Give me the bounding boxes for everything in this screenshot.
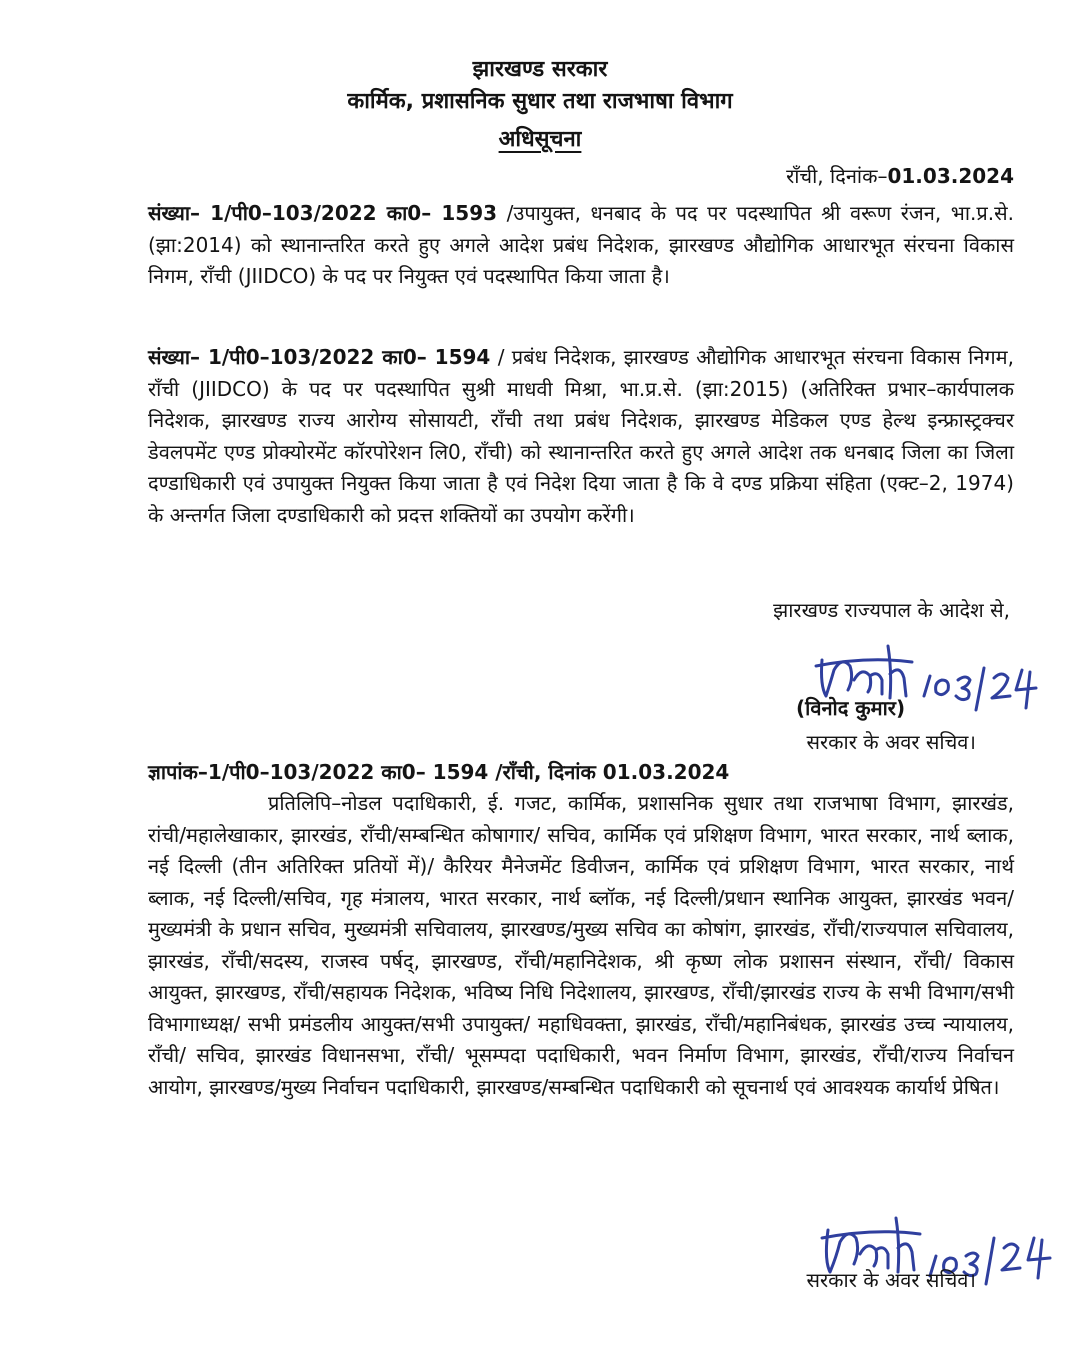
signatory-name: (विनोद कुमार) (796, 696, 906, 720)
copy-to-paragraph (148, 788, 1014, 1103)
department-heading: कार्मिक, प्रशासनिक सुधार तथा राजभाषा विभाग (347, 89, 733, 114)
notice-reference: संख्या– 1/पी0–103/2022 का0– 1594 (148, 345, 491, 369)
dateline-date: 01.03.2024 (887, 164, 1014, 188)
notice-text: / प्रबंध निदेशक, झारखण्ड औद्योगिक आधारभूत संरचना विकास निगम, राँची (JIIDCO) के पद पर पदस्थापित सुश्री माधवी मिश्रा, भा.प्र.से. (झा:2015) (अतिरिक्त प्रभार–कार्यपालक निदेशक, झारखण्ड राज्य आरोग्य सोसायटी, राँची तथा प्रबंध निदेशक, झारखण्ड मेडिकल एण्ड हेल्थ इन्फ्रास्ट्रक्चर डेवलपमेंट एण्ड प्रोक्योरमेंट कॉरपोरेशन लि0, राँची) को स्थानान्तरित करते हुए अगले आदेश तक धनबाद जिला का जिला दण्डाधिकारी एवं उपायुक्त नियुक्त किया जाता है एवं निदेश दिया जाता है कि वे दण्ड प्रक्रिया संहिता (एक्ट–2, 1974) के अन्तर्गत जिला दण्डाधिकारी को प्रदत्त शक्तियों का उपयोग करेंगी। (148, 345, 1015, 527)
government-heading: झारखण्ड सरकार (472, 57, 608, 82)
notice-paragraph (148, 342, 1014, 531)
copy-to-text: प्रतिलिपि–नोडल पदाधिकारी, ई. गजट, कार्मिक, प्रशासनिक सुधार तथा राजभाषा विभाग, झारखंड, रांची/महालेखाकार, झारखंड, राँची/सम्बन्धित कोषागार/ सचिव, कार्मिक एवं प्रशिक्षण विभाग, भारत सरकार, नार्थ ब्लाक, नई दिल्ली (तीन अतिरिक्त प्रतियों में)/ कैरियर मैनेजमेंट डिवीजन, कार्मिक एवं प्रशिक्षण विभाग, भारत सरकार, नार्थ ब्लाक, नई दिल्ली/सचिव, गृह मंत्रालय, भारत सरकार, नार्थ ब्लॉक, नई दिल्ली/प्रधान स्थानिक आयुक्त, झारखंड भवन/मुख्यमंत्री के प्रधान सचिव, मुख्यमंत्री सचिवालय, झारखण्ड/मुख्य सचिव का कोषांग, झारखंड, राँची/राज्यपाल सचिवालय, झारखंड, राँची/सदस्य, राजस्व पर्षद्, झारखण्ड, राँची/महानिदेशक, श्री कृष्ण लोक प्रशासन संस्थान, राँची/ विकास आयुक्त, झारखण्ड, राँची/सहायक निदेशक, भविष्य निधि निदेशालय, झारखण्ड, राँची/झारखंड राज्य के सभी विभाग/सभी विभागाध्यक्ष/ सभी प्रमंडलीय आयुक्त/सभी उपायुक्त/ महाधिवक्ता, झारखंड, राँची/महानिबंधक, झारखंड उच्च न्यायालय, राँची/ सचिव, झारखंड विधानसभा, राँची/ भूसम्पदा पदाधिकारी, भवन निर्माण विभाग, झारखंड, राँची/राज्य निर्वाचन आयोग, झारखण्ड/मुख्य निर्वाचन पदाधिकारी, झारखण्ड/सम्बन्धित पदाधिकारी को सूचनार्थ एवं आवश्यक कार्यार्थ प्रेषित। (148, 791, 1014, 1099)
dateline (786, 162, 1014, 190)
notice-paragraph (148, 198, 1014, 293)
document-title: अधिसूचना (498, 127, 582, 152)
memo-signatory-designation: सरकार के अवर सचिव। (806, 1268, 976, 1292)
signatory-designation: सरकार के अवर सचिव। (806, 730, 976, 754)
governor-order-line: झारखण्ड राज्यपाल के आदेश से, (773, 598, 1010, 622)
notice-reference: संख्या– 1/पी0–103/2022 का0– 1593 (148, 201, 498, 225)
notice-text: /उपायुक्त, धनबाद के पद पर पदस्थापित श्री वरूण रंजन, भा.प्र.से. (झा:2014) को स्थानान्तरित करते हुए अगले आदेश प्रबंध निदेशक, झारखण्ड औद्योगिक आधारभूत संरचना विकास निगम, राँची (JIIDCO) के पद पर नियुक्त एवं पदस्थापित किया जाता है। (148, 201, 1014, 288)
memo-reference: ज्ञापांक–1/पी0–103/2022 का0– 1594 /राँची, दिनांक 01.03.2024 (148, 760, 730, 784)
dateline-prefix: राँची, दिनांक– (786, 164, 888, 188)
